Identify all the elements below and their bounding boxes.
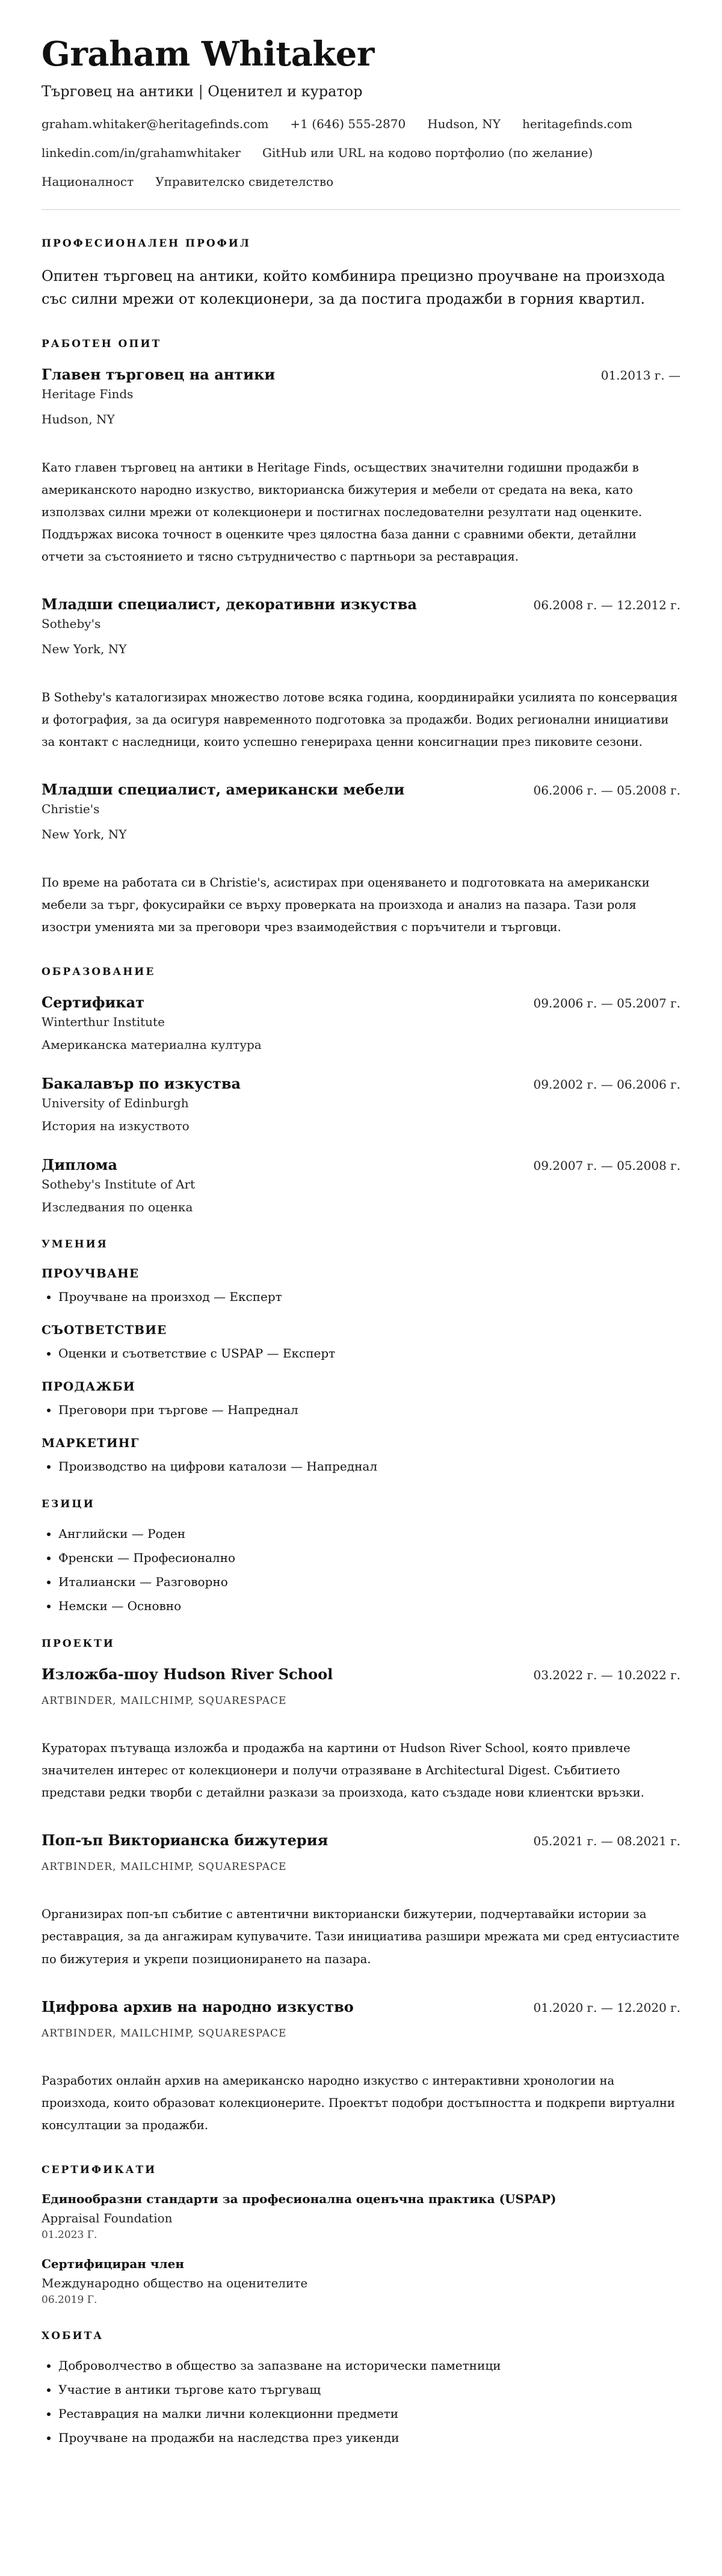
project-date: 01.2020 г. — 12.2020 г. <box>533 2000 680 2015</box>
job-title: Главен търговец на антики <box>42 365 276 383</box>
skill-list <box>42 1345 680 1361</box>
language-list <box>42 1526 680 1614</box>
contact-phone[interactable]: +1 (646) 555-2870 <box>290 117 406 132</box>
skill-list <box>42 1402 680 1418</box>
profile-section <box>42 238 680 310</box>
job-location: New York, NY <box>42 827 127 842</box>
contact-row-2 <box>42 146 680 160</box>
certification-issuer: Международно общество на оценителите <box>42 2275 308 2290</box>
certification-name: Единообразни стандарти за професионална оценъчна практика (USPAP) <box>42 2191 557 2206</box>
projects-section <box>42 1638 680 2136</box>
contact-license: Управителско свидетелство <box>155 174 334 189</box>
experience-entry <box>42 781 680 938</box>
school-name: University of Edinburgh <box>42 1096 189 1111</box>
school-name: Sotheby's Institute of Art <box>42 1177 196 1192</box>
project-entry <box>42 1665 680 1804</box>
project-title: Цифрова архив на народно изкуство <box>42 1997 354 2015</box>
project-description: Кураторах пътуваща изложба и продажба на картини от Hudson River School, която привлече значителен интерес от колекционери и получи отразяване в Architectural Digest. Събитието представи редки творби с детайлни разкази за произхода, като създаде нови клиентски връзки. <box>42 1741 644 1800</box>
project-date: 03.2022 г. — 10.2022 г. <box>533 1668 680 1683</box>
degree-field: История на изкуството <box>42 1119 190 1134</box>
contact-row-1 <box>42 117 680 131</box>
job-date: 01.2013 г. — <box>600 367 680 383</box>
education-entry <box>42 1075 680 1133</box>
job-location: Hudson, NY <box>42 411 115 426</box>
contact-linkedin[interactable]: linkedin.com/in/grahamwhitaker <box>42 146 241 161</box>
section-title-hobbies: ХОБИТА <box>42 2329 104 2342</box>
certification-entry <box>42 2257 680 2306</box>
language-item: • Английски — Роден <box>58 1526 680 1542</box>
certification-name: Сертифициран член <box>42 2256 184 2271</box>
degree-title: Диплома <box>42 1156 118 1174</box>
candidate-name: Graham Whitaker <box>42 34 374 74</box>
job-company: Heritage Finds <box>42 386 134 401</box>
degree-date: 09.2002 г. — 06.2006 г. <box>533 1077 680 1092</box>
hobby-item: • Доброволчество в общество за запазване на исторически паметници <box>58 2358 680 2373</box>
certifications-section <box>42 2164 680 2306</box>
contact-github[interactable]: GitHub или URL на кодово портфолио (по желание) <box>262 146 593 161</box>
skill-item: • Преговори при търгове — Напреднал <box>58 1402 680 1418</box>
hobbies-section <box>42 2330 680 2445</box>
experience-entry <box>42 366 680 568</box>
job-company: Sotheby's <box>42 616 101 631</box>
skill-list <box>42 1459 680 1474</box>
experience-entry <box>42 595 680 753</box>
education-entry <box>42 1156 680 1214</box>
job-description: В Sotheby's каталогизирах множество лотове всяка година, координирайки усилията по консервация и фотография, за да осигуря навременното подготовка за продажби. Водих регионални инициативи за контакт с наследници, които успешно генерираха ценни консигнации през пиковите сезони. <box>42 690 678 749</box>
project-description: Разработих онлайн архив на американско народно изкуство с интерактивни хронологии на произхода, които образоват колекционерите. Проектът подобри достъпността и подкрепи виртуални консултации за продажби. <box>42 2073 675 2132</box>
job-date: 06.2006 г. — 05.2008 г. <box>533 783 680 798</box>
project-date: 05.2021 г. — 08.2021 г. <box>533 1834 680 1849</box>
job-title: Младши специалист, декоративни изкуства <box>42 595 417 613</box>
experience-section <box>42 338 680 939</box>
section-title-experience: РАБОТЕН ОПИТ <box>42 337 162 350</box>
contact-website[interactable]: heritagefinds.com <box>522 117 633 132</box>
job-description: По време на работата си в Christie's, асистирах при оценяването и подготовката на американски мебели за търг, фокусирайки се върху проверката на произхода и анализ на пазара. Тази роля изостри уменията ми за преговори чрез взаимодействия с поръчители и търговци. <box>42 876 650 935</box>
certification-entry <box>42 2192 680 2241</box>
project-tech: ARTBINDER, MAILCHIMP, SQUARESPACE <box>42 2027 287 2040</box>
section-title-certifications: СЕРТИФИКАТИ <box>42 2163 157 2176</box>
contact-nationality: Националност <box>42 174 134 189</box>
degree-title: Бакалавър по изкуства <box>42 1075 241 1093</box>
language-item: • Немски — Основно <box>58 1598 680 1614</box>
candidate-subtitle: Търговец на антики | Оценител и куратор <box>42 83 363 100</box>
skill-list <box>42 1289 680 1305</box>
certification-date: 06.2019 Г. <box>42 2293 97 2306</box>
language-item: • Френски — Професионално <box>58 1550 680 1566</box>
skill-category: МАРКЕТИНГ <box>42 1436 140 1451</box>
school-name: Winterthur Institute <box>42 1015 165 1030</box>
hobby-item: • Участие в антики търгове като търгуващ <box>58 2382 680 2397</box>
job-company: Christie's <box>42 802 100 817</box>
section-title-skills: УМЕНИЯ <box>42 1238 108 1251</box>
section-title-profile: ПРОФЕСИОНАЛЕН ПРОФИЛ <box>42 238 251 250</box>
hobby-item: • Проучване на продажби на наследства през уикенди <box>58 2430 680 2445</box>
project-entry <box>42 1831 680 1970</box>
skill-item: • Производство на цифрови каталози — Напреднал <box>58 1459 680 1474</box>
section-title-languages: ЕЗИЦИ <box>42 1498 95 1511</box>
contact-row-3 <box>42 174 680 189</box>
project-title: Изложба-шоу Hudson River School <box>42 1665 333 1683</box>
section-title-education: ОБРАЗОВАНИЕ <box>42 966 156 979</box>
project-entry <box>42 1998 680 2136</box>
certification-issuer: Appraisal Foundation <box>42 2210 173 2225</box>
languages-section <box>42 1498 680 1614</box>
contact-email[interactable]: graham.whitaker@heritagefinds.com <box>42 117 269 132</box>
language-item: • Италиански — Разговорно <box>58 1574 680 1590</box>
project-description: Организирах поп-ъп събитие с автентични викториански бижутерии, подчертавайки истории за реставрация, за да ангажирам купувачите. Тази инициатива разшири мрежата ми сред ентусиастите по бижутерия и укрепи позиционирането на пазара. <box>42 1907 680 1966</box>
job-description: Като главен търговец на антики в Heritage Finds, осъществих значителни годишни продажби в американското народно изкуство, викторианска бижутерия и мебели от средата на века, като използвах силни мрежи от колекционери и постигнах последователни резултати над оценките. Поддържах висока точност в оценките чрез цялостна база данни с сравними обекти, детайлни отчети за състоянието и тясно сътрудничество с партньори за реставрация. <box>42 460 643 564</box>
certification-date: 01.2023 Г. <box>42 2228 97 2241</box>
header-divider <box>42 209 680 210</box>
degree-date: 09.2007 г. — 05.2008 г. <box>533 1158 680 1173</box>
section-title-projects: ПРОЕКТИ <box>42 1638 115 1650</box>
education-entry <box>42 994 680 1052</box>
hobby-item: • Реставрация на малки лични колекционни предмети <box>58 2406 680 2421</box>
resume-header <box>42 35 680 189</box>
job-title: Младши специалист, американски мебели <box>42 781 405 799</box>
hobby-list <box>42 2358 680 2445</box>
project-tech: ARTBINDER, MAILCHIMP, SQUARESPACE <box>42 1861 287 1874</box>
education-section <box>42 966 680 1214</box>
skills-section <box>42 1238 680 1474</box>
skill-category: ПРОДАЖБИ <box>42 1379 135 1394</box>
degree-date: 09.2006 г. — 05.2007 г. <box>533 996 680 1011</box>
degree-field: Американска материална култура <box>42 1037 262 1053</box>
contact-location: Hudson, NY <box>427 117 501 132</box>
skill-item: • Проучване на произход — Експерт <box>58 1289 680 1305</box>
project-tech: ARTBINDER, MAILCHIMP, SQUARESPACE <box>42 1695 287 1708</box>
job-date: 06.2008 г. — 12.2012 г. <box>533 598 680 612</box>
skill-item: • Оценки и съответствие с USPAP — Експерт <box>58 1345 680 1361</box>
job-location: New York, NY <box>42 642 127 656</box>
profile-text: Опитен търговец на антики, който комбинира прецизно проучване на произхода със силни мрежи от колекционери, за да постига продажби в горния квартил. <box>42 268 665 307</box>
skill-category: СЪОТВЕТСТВИЕ <box>42 1323 167 1338</box>
degree-field: Изследвания по оценка <box>42 1200 193 1215</box>
project-title: Поп-ъп Викторианска бижутерия <box>42 1831 329 1849</box>
degree-title: Сертификат <box>42 994 145 1012</box>
skill-category: ПРОУЧВАНЕ <box>42 1266 140 1281</box>
